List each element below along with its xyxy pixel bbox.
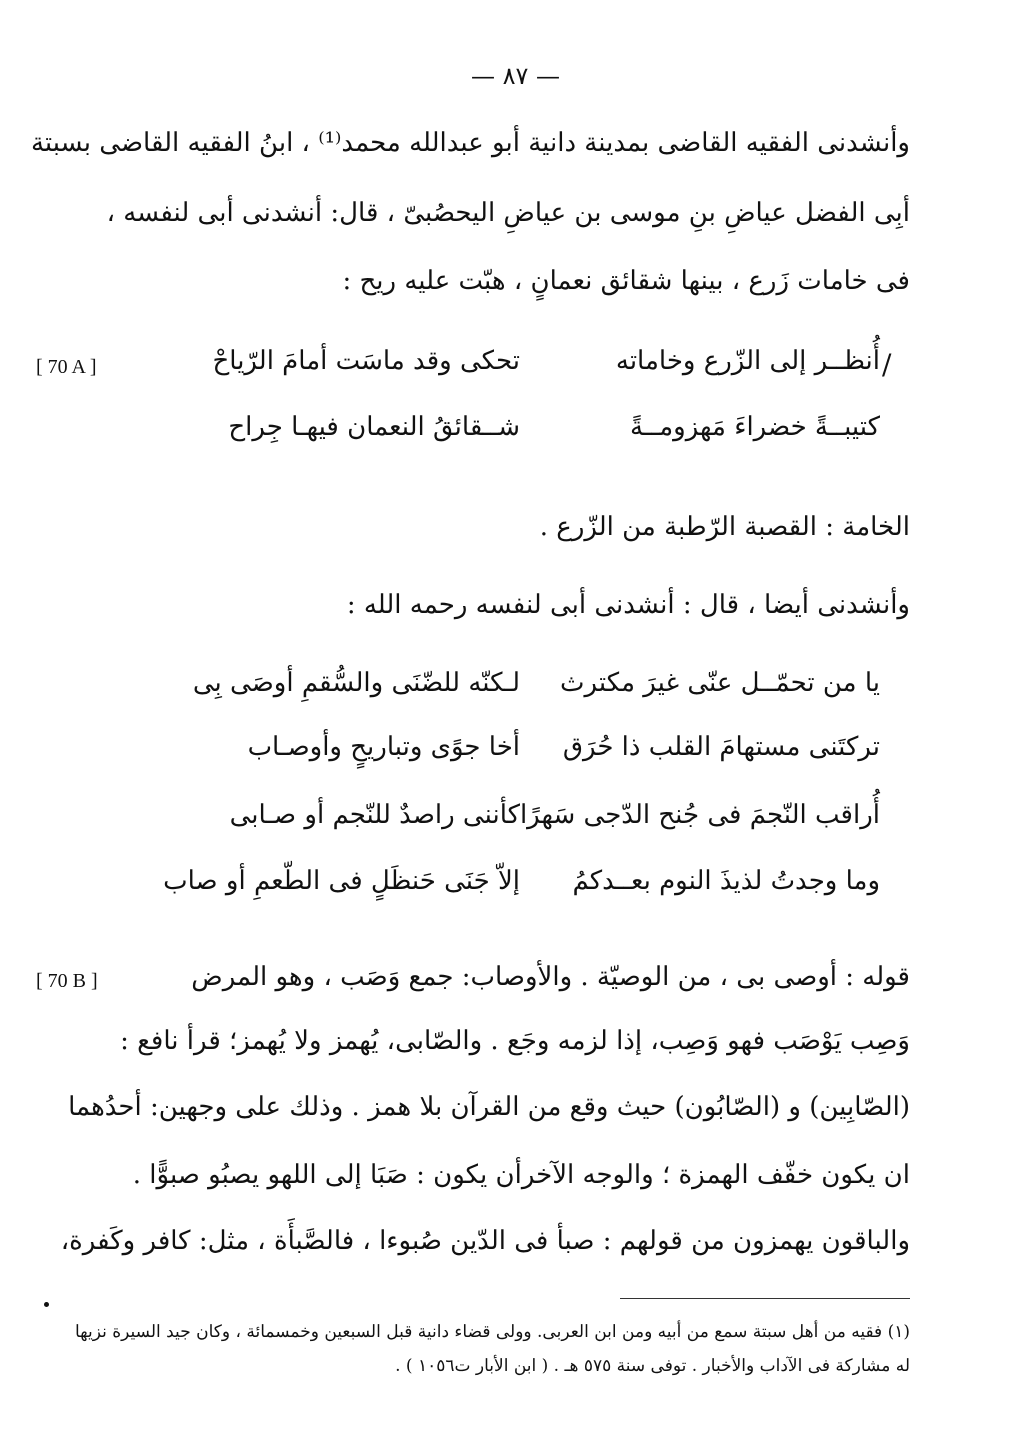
verse-hemistich-second: كأننى راصدٌ للنّجم أو صـابى	[229, 800, 520, 830]
intro-line: أبِى الفضل عياضِ بنِ موسى بن عياضِ اليحصُبىّ ، قال: أنشدنى أبى لنفسه ،	[106, 198, 910, 228]
intro-line: فى خامات زَرع ، بينها شقائق نعمانٍ ، هبّت عليه ريح :	[342, 266, 910, 296]
commentary-line: والباقون يهمزون من قولهم : صبأ فى الدّين صُبوءا ، فالصَّبأَة ، مثل: كافر وكَفرة،	[60, 1226, 910, 1256]
folio-slash-mark: /	[882, 348, 892, 381]
footnote-line: (١) فقيه من أهل سبتة سمع من أبيه ومن ابن العربى. وولى قضاء دانية قبل السبعين وخمسمائة ، وكان جيد السيرة نزيها	[74, 1322, 910, 1342]
verse-hemistich-first: أُنظــر إلى الزّرع وخاماته	[615, 346, 880, 376]
verse-row	[180, 346, 880, 386]
verse-hemistich-first: تركتَنى مستهامَ القلب ذا حُرَق	[562, 732, 880, 762]
footnote-line: له مشاركة فى الآداب والأخبار . توفى سنة ٥٧٥ هـ . ( ابن الأبار ت١٠٥٦ ) .	[395, 1356, 910, 1376]
verse-row	[180, 800, 880, 840]
verse-row	[180, 668, 880, 708]
margin-reference-70b: [ 70 B ]	[36, 970, 98, 992]
intro-line: وأنشدنى الفقيه القاضى بمدينة دانية أبو عبدالله محمد⁽¹⁾ ، ابنُ الفقيه القاضى بسبتة	[30, 128, 910, 158]
commentary-line: (الصّابِين) و (الصّابُون) حيث وقع من القرآن بلا همز . وذلك على وجهين: أحدُهما	[68, 1092, 910, 1122]
verse-hemistich-first: أُراقب النّجمَ فى جُنح الدّجى سَهرًا	[519, 800, 880, 830]
verse-hemistich-first: وما وجدتُ لذيذَ النوم بعــدكمُ	[572, 866, 880, 896]
verse-row	[163, 866, 880, 906]
gloss-line: الخامة : القصبة الرّطبة من الزّرع .	[539, 512, 910, 542]
footnote-divider	[620, 1298, 910, 1299]
verse-hemistich-second: تحكى وقد ماسَت أمامَ الرّياحْ	[212, 346, 520, 376]
verse-hemistich-first: كتيبــةً خضراءَ مَهزومــةً	[630, 412, 880, 442]
verse-hemistich-second: شــقائقُ النعمان فيهـا جِراح	[228, 412, 520, 442]
verse-hemistich-second: لـكنّه للضّنَى والسُّقمِ أوصَى بِى	[192, 668, 520, 698]
verse-row	[180, 412, 880, 452]
commentary-line: وَصِب يَوْصَب فهو وَصِب، إذا لزمه وجَع . والصّابى، يُهمز ولا يُهمز؛ قرأ نافع :	[120, 1026, 910, 1056]
verse-hemistich-second: أخا جوًى وتباريحٍ وأوصـاب	[247, 732, 520, 762]
commentary-line: قوله : أوصى بى ، من الوصيّة . والأوصاب: جمع وَصَب ، وهو المرض	[191, 962, 910, 992]
verse-hemistich-second: إلاّ جَنَى حَنظَلٍ فى الطّعمِ أو صاب	[163, 866, 520, 896]
margin-dot	[44, 1302, 49, 1307]
page-number: — ٨٧ —	[470, 62, 561, 90]
margin-reference-70a: [ 70 A ]	[36, 356, 97, 378]
commentary-line: ان يكون خفّف الهمزة ؛ والوجه الآخرأن يكون : صَبَا إلى اللهو يصبُو صبوًّا .	[132, 1160, 910, 1190]
verse-hemistich-first: يا من تحمّــل عنّى غيرَ مكترث	[560, 668, 880, 698]
verse-row	[180, 732, 880, 772]
intro2-line: وأنشدنى أيضا ، قال : أنشدنى أبى لنفسه رحمه الله :	[346, 590, 910, 620]
